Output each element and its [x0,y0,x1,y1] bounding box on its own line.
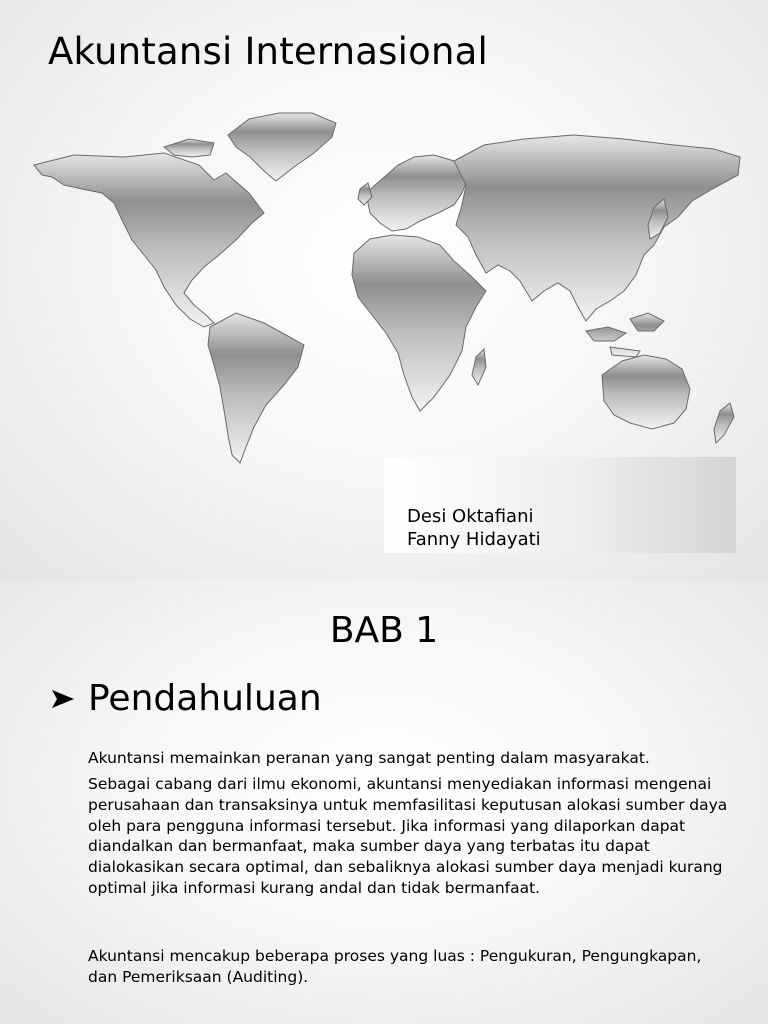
greenland-shape [228,113,336,181]
author-name: Desi Oktafiani [407,506,534,527]
body-paragraph: Akuntansi mencakup beberapa proses yang luas : Pengukuran, Pengungkapan, dan Pemeriksaan (Auditing). [88,947,702,986]
body-paragraph: Sebagai cabang dari ilmu ekonomi, akuntansi menyediakan informasi mengenai perusahaan dan transaksinya untuk memfasilitasi keputusan alokasi sumber daya oleh para pengguna informasi tersebut. Jika informasi yang dilaporkan dapat diandalkan dan bermanfaat, maka sumber daya yang terbatas itu dapat dialokasikan secara optimal, dan sebaliknya alokasi sumber daya menjadi kurang optimal jika informasi kurang andal dan tidak bermanfaat. [88,775,728,897]
southeast-asia-islands-shape [586,313,664,357]
madagascar-shape [472,349,486,385]
south-america-shape [208,313,304,463]
asia-shape [454,135,740,321]
body-paragraph: Akuntansi memainkan peranan yang sangat penting dalam masyarakat. [88,749,650,767]
australia-shape [602,355,690,429]
world-map-image [14,105,744,470]
europe-shape [366,155,469,231]
chapter-title: BAB 1 [329,610,439,651]
content-slide [0,580,768,1024]
new-zealand-shape [714,403,734,443]
africa-shape [352,235,486,411]
author-name: Fanny Hidayati [407,529,541,550]
north-america-shape [34,153,264,327]
arrow-bullet-icon [50,688,76,710]
section-heading: Pendahuluan [88,678,322,719]
slide-title: Akuntansi Internasional [48,30,488,73]
arctic-islands-shape [164,139,214,157]
